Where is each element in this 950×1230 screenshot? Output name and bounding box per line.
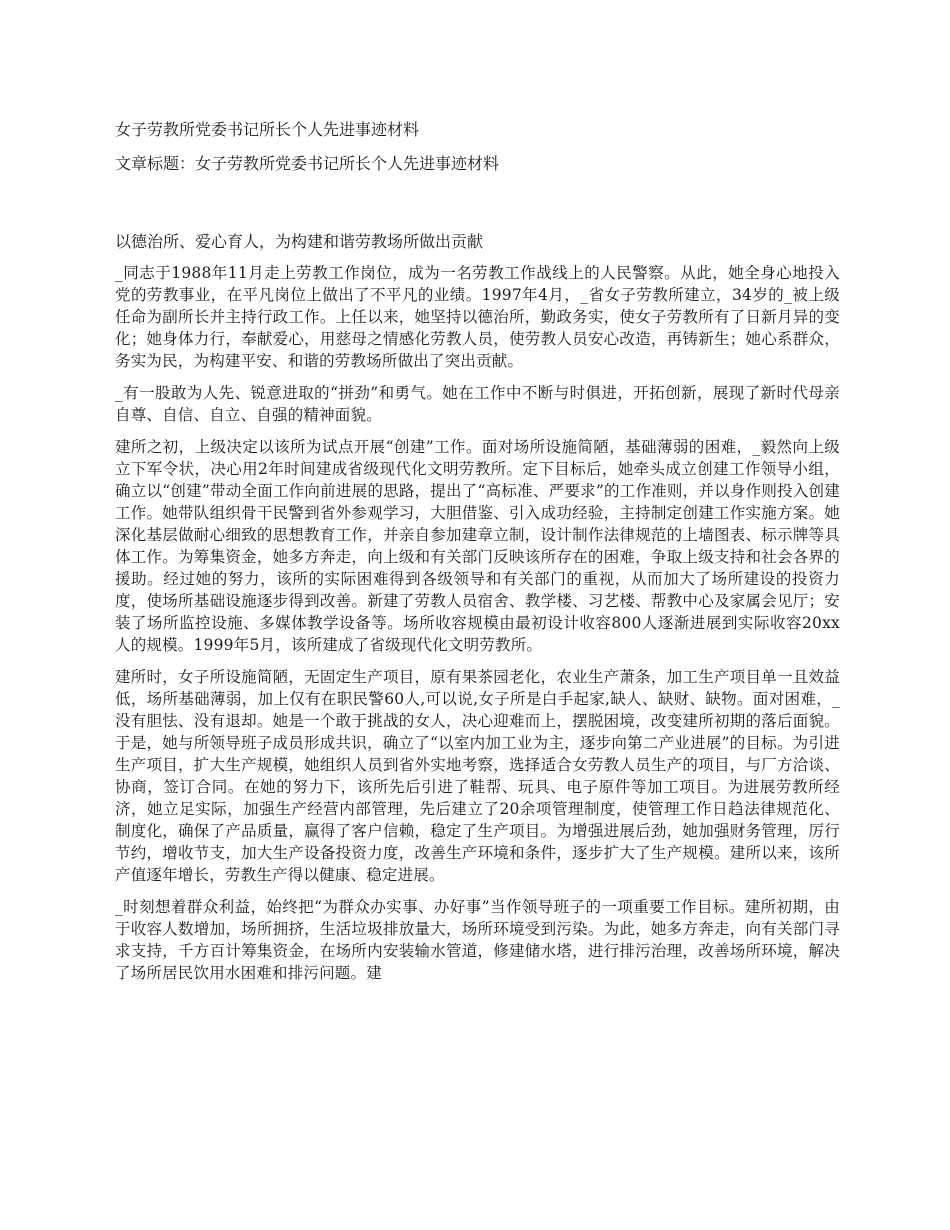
paragraph: _有一股敢为人先、锐意进取的“拼劲”和勇气。她在工作中不断与时俱进，开拓创新，展现了新时代母亲自尊、自信、自立、自强的精神面貌。 xyxy=(115,384,840,424)
paragraph: _时刻想着群众利益，始终把“为群众办实事、办好事”当作领导班子的一项重要工作目标。建所初期，由于收容人数增加，场所拥挤，生活垃圾排放量大，场所环境受到污染。为此，她多方奔走，向有关部门寻求支持，千方百计筹集资金，在场所内安装输水管道，修建储水塔，进行排污治理，改善场所环境，解决了场所居民饮用水困难和排污问题。建 xyxy=(115,898,840,982)
document-page xyxy=(115,118,840,994)
section-heading: 以德治所、爱心育人，为构建和谐劳教场所做出贡献 xyxy=(115,232,484,251)
paragraph: 建所之初，上级决定以该所为试点开展“创建”工作。面对场所设施简陋，基础薄弱的困难，_毅然向上级立下军令状，决心用2年时间建成省级现代化文明劳教所。定下目标后，她牵头成立创建工作领导小组，确立以“创建”带动全面工作向前进展的思路，提出了“高标准、严要求”的工作准则，并以身作则投入创建工作。她带队组织骨干民警到省外参观学习，大胆借鉴、引入成功经验，主持制定创建工作实施方案。她深化基层做耐心细致的思想教育工作，并亲自参加建章立制，设计制作法律规范的上墙图表、标示牌等具体工作。为筹集资金，她多方奔走，向上级和有关部门反映该所存在的困难，争取上级支持和社会各界的援助。经过她的努力，该所的实际困难得到各级领导和有关部门的重视，从而加大了场所建设的投资力度，使场所基础设施逐步得到改善。新建了劳教人员宿舍、教学楼、习艺楼、帮教中心及家属会见厅；安装了场所监控设施、多媒体教学设备等。场所收容规模由最初设计收容800人逐渐进展到实际收容20xx人的规模。1999年5月，该所建成了省级现代化文明劳教所。 xyxy=(115,438,840,654)
paragraph: _同志于1988年11月走上劳教工作岗位，成为一名劳教工作战线上的人民警察。从此，她全身心地投入党的劳教事业，在平凡岗位上做出了不平凡的业绩。1997年4月，_省女子劳教所建立，34岁的_被上级任命为副所长并主持行政工作。上任以来，她坚持以德治所，勤政务实，使女子劳教所有了日新月异的变化；她身体力行，奉献爱心，用慈母之情感化劳教人员，使劳教人员安心改造，再铸新生；她心系群众，务实为民，为构建平安、和谐的劳教场所做出了突出贡献。 xyxy=(115,264,840,370)
document-title: 女子劳教所党委书记所长个人先进事迹材料 xyxy=(115,120,420,139)
article-title: 文章标题：女子劳教所党委书记所长个人先进事迹材料 xyxy=(115,154,500,173)
paragraph: 建所时，女子所设施简陋，无固定生产项目，原有果茶园老化，农业生产萧条，加工生产项目单一且效益低，场所基础薄弱，加上仅有在职民警60人,可以说,女子所是白手起家,缺人、缺财、缺物。面对困难，_没有胆怯、没有退却。她是一个敢于挑战的女人，决心迎难而上，摆脱困境，改变建所初期的落后面貌。于是，她与所领导班子成员形成共识，确立了“以室内加工业为主，逐步向第二产业进展”的目标。为引进生产项目，扩大生产规模，她组织人员到省外实地考察，选择适合女劳教人员生产的项目，与厂方洽谈、协商，签订合同。在她的努力下，该所先后引进了鞋帮、玩具、电子原件等加工项目。为进展劳教所经济，她立足实际，加强生产经营内部管理，先后建立了20余项管理制度，使管理工作日趋法律规范化、制度化，确保了产品质量，赢得了客户信赖，稳定了生产项目。为增强进展后劲，她加强财务管理，厉行节约，增收节支，加大生产设备投资力度，改善生产环境和条件，逐步扩大了生产规模。建所以来，该所产值逐年增长，劳教生产得以健康、稳定进展。 xyxy=(115,668,840,884)
